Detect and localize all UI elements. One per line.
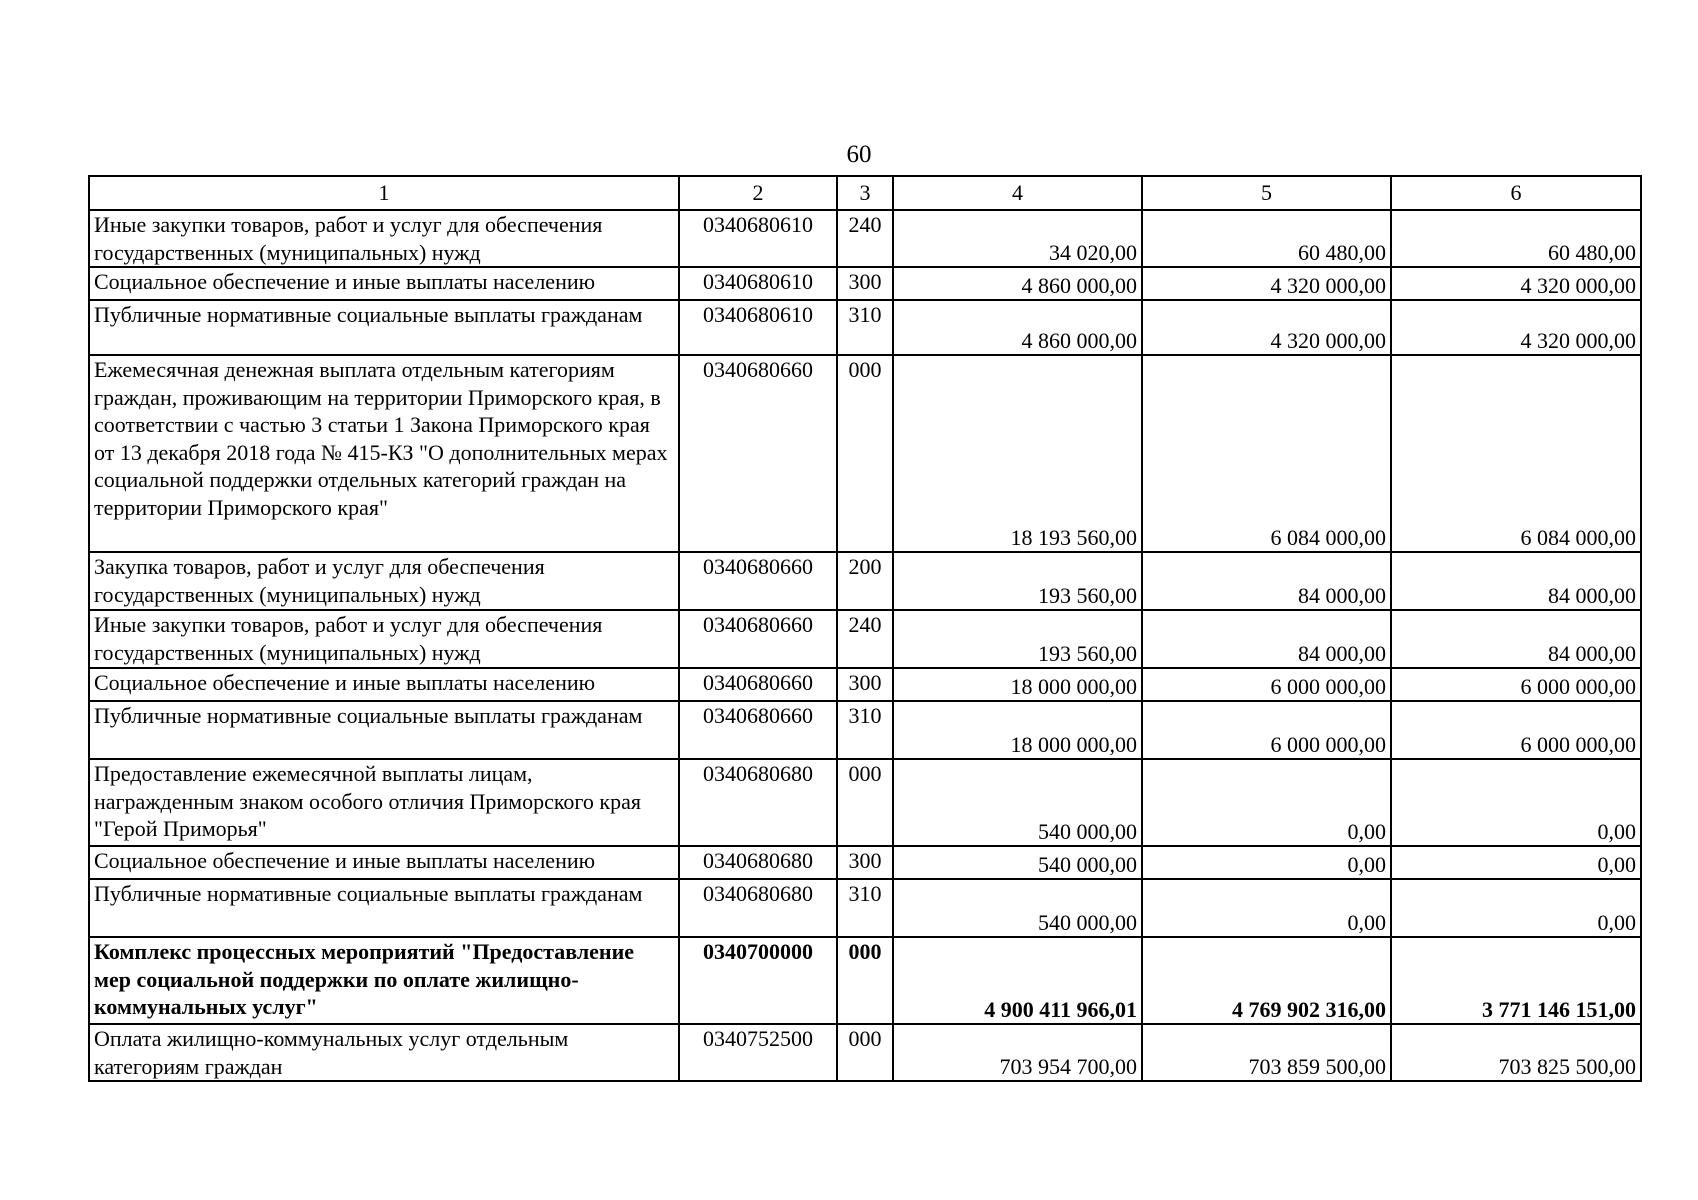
row-value-3: 703 825 500,00 — [1391, 1024, 1641, 1081]
row-type: 300 — [837, 668, 893, 701]
row-value-2: 6 084 000,00 — [1142, 355, 1391, 552]
row-type: 000 — [837, 355, 893, 552]
row-name: Публичные нормативные социальные выплаты гражданам — [89, 701, 679, 759]
budget-table — [88, 175, 1642, 1082]
row-value-1: 18 193 560,00 — [893, 355, 1142, 552]
row-value-1: 540 000,00 — [893, 846, 1142, 879]
table-row — [89, 1024, 1641, 1081]
row-code: 0340680680 — [679, 846, 837, 879]
row-code: 0340680610 — [679, 300, 837, 355]
row-type: 240 — [837, 610, 893, 668]
row-value-3: 4 320 000,00 — [1391, 267, 1641, 300]
table-row — [89, 610, 1641, 668]
header-col-2: 2 — [679, 176, 837, 210]
row-name: Публичные нормативные социальные выплаты гражданам — [89, 300, 679, 355]
row-value-2: 6 000 000,00 — [1142, 668, 1391, 701]
row-value-1: 193 560,00 — [893, 610, 1142, 668]
row-value-2: 60 480,00 — [1142, 210, 1391, 267]
row-value-2: 84 000,00 — [1142, 552, 1391, 610]
table-row — [89, 879, 1641, 937]
row-type: 000 — [837, 759, 893, 846]
row-value-3: 60 480,00 — [1391, 210, 1641, 267]
row-name: Публичные нормативные социальные выплаты гражданам — [89, 879, 679, 937]
row-name: Предоставление ежемесячной выплаты лицам, награжденным знаком особого отличия Приморского края "Герой Приморья" — [89, 759, 679, 846]
row-value-1: 18 000 000,00 — [893, 668, 1142, 701]
row-value-3: 0,00 — [1391, 759, 1641, 846]
row-value-2: 4 769 902 316,00 — [1142, 937, 1391, 1024]
row-type: 000 — [837, 937, 893, 1024]
row-value-3: 84 000,00 — [1391, 610, 1641, 668]
row-type: 300 — [837, 846, 893, 879]
row-value-1: 703 954 700,00 — [893, 1024, 1142, 1081]
row-code: 0340680680 — [679, 759, 837, 846]
row-value-1: 193 560,00 — [893, 552, 1142, 610]
row-value-3: 0,00 — [1391, 879, 1641, 937]
row-value-2: 0,00 — [1142, 879, 1391, 937]
row-name: Закупка товаров, работ и услуг для обеспечения государственных (муниципальных) нужд — [89, 552, 679, 610]
table-row — [89, 846, 1641, 879]
row-code: 0340680660 — [679, 610, 837, 668]
row-type: 000 — [837, 1024, 893, 1081]
table-row — [89, 759, 1641, 846]
header-col-1: 1 — [89, 176, 679, 210]
row-code: 0340680660 — [679, 355, 837, 552]
row-value-3: 3 771 146 151,00 — [1391, 937, 1641, 1024]
row-name: Иные закупки товаров, работ и услуг для обеспечения государственных (муниципальных) нужд — [89, 610, 679, 668]
row-value-3: 6 000 000,00 — [1391, 701, 1641, 759]
row-value-2: 6 000 000,00 — [1142, 701, 1391, 759]
row-code: 0340680680 — [679, 879, 837, 937]
row-type: 310 — [837, 701, 893, 759]
table-row — [89, 701, 1641, 759]
row-code: 0340680660 — [679, 552, 837, 610]
header-col-4: 4 — [893, 176, 1142, 210]
row-value-1: 4 860 000,00 — [893, 300, 1142, 355]
row-value-1: 18 000 000,00 — [893, 701, 1142, 759]
header-col-3: 3 — [837, 176, 893, 210]
row-name: Социальное обеспечение и иные выплаты населению — [89, 846, 679, 879]
row-code: 0340680610 — [679, 210, 837, 267]
row-value-1: 540 000,00 — [893, 759, 1142, 846]
table-row — [89, 300, 1641, 355]
row-type: 310 — [837, 879, 893, 937]
row-value-1: 4 860 000,00 — [893, 267, 1142, 300]
table-row — [89, 210, 1641, 267]
row-value-3: 84 000,00 — [1391, 552, 1641, 610]
row-value-3: 6 000 000,00 — [1391, 668, 1641, 701]
row-value-2: 84 000,00 — [1142, 610, 1391, 668]
row-name: Комплекс процессных мероприятий "Предоставление мер социальной поддержки по оплате жилищно-коммунальных услуг" — [89, 937, 679, 1024]
row-code: 0340752500 — [679, 1024, 837, 1081]
row-value-2: 0,00 — [1142, 759, 1391, 846]
row-value-1: 4 900 411 966,01 — [893, 937, 1142, 1024]
table-header-row — [89, 176, 1641, 210]
row-name: Социальное обеспечение и иные выплаты населению — [89, 267, 679, 300]
row-code: 0340680660 — [679, 701, 837, 759]
row-code: 0340700000 — [679, 937, 837, 1024]
row-value-2: 0,00 — [1142, 846, 1391, 879]
page-number: 60 — [846, 141, 872, 168]
table-row-section — [89, 937, 1641, 1024]
row-value-1: 540 000,00 — [893, 879, 1142, 937]
row-type: 310 — [837, 300, 893, 355]
row-type: 240 — [837, 210, 893, 267]
header-col-6: 6 — [1391, 176, 1641, 210]
row-value-1: 34 020,00 — [893, 210, 1142, 267]
row-name: Социальное обеспечение и иные выплаты населению — [89, 668, 679, 701]
row-value-2: 703 859 500,00 — [1142, 1024, 1391, 1081]
row-value-3: 4 320 000,00 — [1391, 300, 1641, 355]
row-name: Ежемесячная денежная выплата отдельным категориям граждан, проживающим на территории Приморского края, в соответствии с частью 3 статьи 1 Закона Приморского края от 13 декабря 2018 года № 415-КЗ "О дополнительных мерах социальной поддержки отдельных категорий граждан на территории Приморского края" — [89, 355, 679, 552]
row-value-3: 0,00 — [1391, 846, 1641, 879]
row-type: 200 — [837, 552, 893, 610]
row-name: Иные закупки товаров, работ и услуг для обеспечения государственных (муниципальных) нужд — [89, 210, 679, 267]
table-row — [89, 267, 1641, 300]
row-code: 0340680610 — [679, 267, 837, 300]
table-row — [89, 355, 1641, 552]
row-code: 0340680660 — [679, 668, 837, 701]
table-row — [89, 668, 1641, 701]
header-col-5: 5 — [1142, 176, 1391, 210]
row-name: Оплата жилищно-коммунальных услуг отдельным категориям граждан — [89, 1024, 679, 1081]
row-value-2: 4 320 000,00 — [1142, 267, 1391, 300]
row-value-2: 4 320 000,00 — [1142, 300, 1391, 355]
row-type: 300 — [837, 267, 893, 300]
row-value-3: 6 084 000,00 — [1391, 355, 1641, 552]
table-row — [89, 552, 1641, 610]
